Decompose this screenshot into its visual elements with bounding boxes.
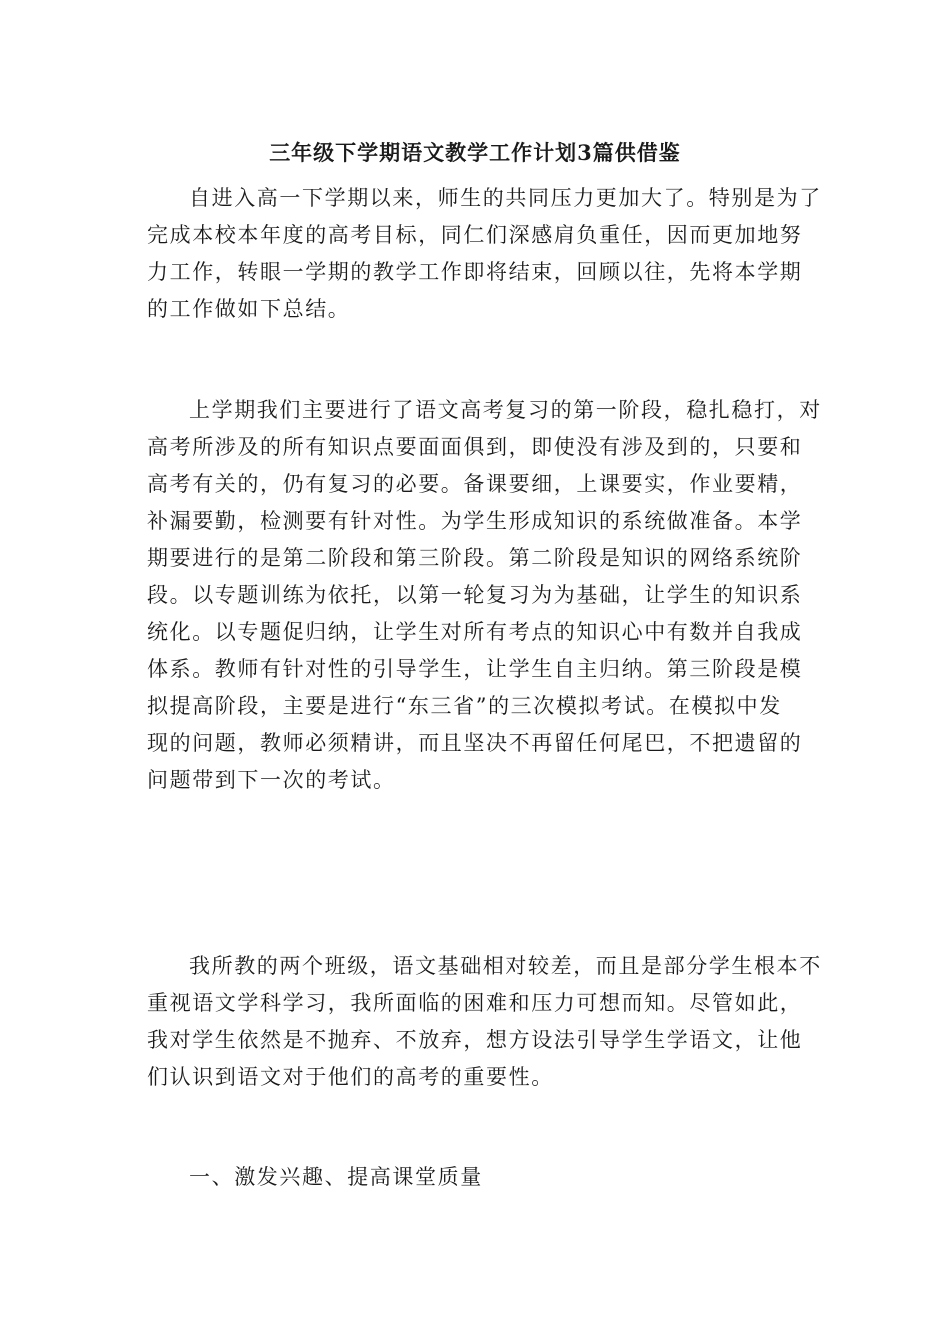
paragraph-line: 我所教的两个班级，语文基础相对较差，而且是部分学生根本不 (189, 954, 822, 978)
paragraph-line: 现的问题，教师必须精讲，而且坚决不再留任何尾巴，不把遗留的 (147, 731, 803, 755)
paragraph-3 (147, 948, 822, 1096)
paragraph-line: 自进入高一下学期以来，师生的共同压力更加大了。特别是为了 (189, 186, 822, 210)
paragraph-line: 上学期我们主要进行了语文高考复习的第一阶段，稳扎稳打，对 (189, 398, 822, 422)
section-heading-text: 一、激发兴趣、提高课堂质量 (189, 1165, 483, 1189)
paragraph-line: 我对学生依然是不抛弃、不放弃，想方设法引导学生学语文，让他 (147, 1028, 803, 1052)
paragraph-line: 拟提高阶段，主要是进行“东三省”的三次模拟考试。在模拟中发 (147, 694, 782, 718)
paragraph-line: 高考所涉及的所有知识点要面面俱到，即使没有涉及到的，只要和 (147, 435, 803, 459)
paragraph-line: 问题带到下一次的考试。 (147, 768, 396, 792)
paragraph-line: 补漏要勤，检测要有针对性。为学生形成知识的系统做准备。本学 (147, 509, 803, 533)
paragraph-line: 的工作做如下总结。 (147, 297, 351, 321)
paragraph-2 (147, 392, 822, 799)
paragraph-line: 体系。教师有针对性的引导学生，让学生自主归纳。第三阶段是模 (147, 657, 803, 681)
paragraph-line: 重视语文学科学习，我所面临的困难和压力可想而知。尽管如此， (147, 991, 803, 1015)
document-title: 三年级下学期语文教学工作计划3篇供借鉴 (269, 140, 681, 165)
paragraph-line: 段。以专题训练为依托，以第一轮复习为为基础，让学生的知识系 (147, 583, 803, 607)
paragraph-line: 力工作，转眼一学期的教学工作即将结束，回顾以往，先将本学期 (147, 260, 803, 284)
paragraph-line: 们认识到语文对于他们的高考的重要性。 (147, 1065, 554, 1089)
paragraph-line: 期要进行的是第二阶段和第三阶段。第二阶段是知识的网络系统阶 (147, 546, 803, 570)
paragraph-1 (147, 180, 822, 328)
paragraph-line: 完成本校本年度的高考目标，同仁们深感肩负重任，因而更加地努 (147, 223, 803, 247)
paragraph-line: 统化。以专题促归纳，让学生对所有考点的知识心中有数并自我成 (147, 620, 803, 644)
section-heading (147, 1159, 807, 1196)
paragraph-line: 高考有关的，仍有复习的必要。备课要细，上课要实，作业要精， (147, 472, 803, 496)
